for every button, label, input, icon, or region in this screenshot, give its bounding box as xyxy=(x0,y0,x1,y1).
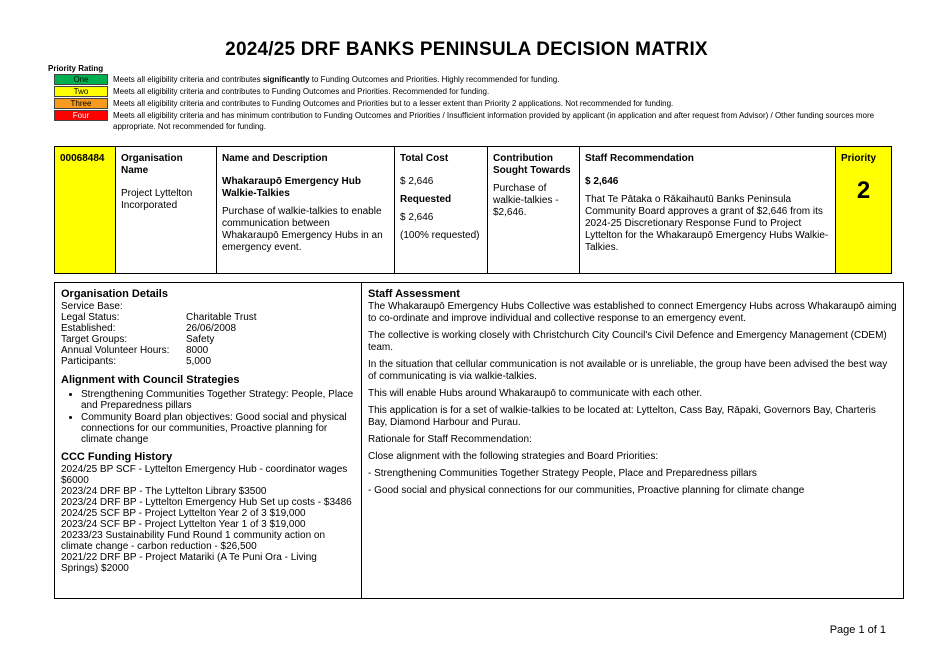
service-base-label: Service Base: xyxy=(61,301,123,312)
name-description-header: Name and Description xyxy=(222,153,328,164)
details-table xyxy=(54,282,904,599)
org-detail-row: Annual Volunteer Hours: 8000 xyxy=(61,345,209,356)
list-item: • Community Board plan objectives: Good social and physical connections for our communities, Proactive planning for climate change xyxy=(81,412,355,445)
list-item: • Strengthening Communities Together Strategy: People, Place and Preparedness pillars xyxy=(81,389,355,411)
requested-label: Requested xyxy=(400,194,452,205)
application-summary-table xyxy=(54,146,892,274)
project-description: Purchase of walkie-talkies to enable communication between Whakaraupō Emergency Hubs in an emergency event. xyxy=(222,206,383,253)
org-name: Project Lyttelton Incorporated xyxy=(121,188,193,211)
staff-recommendation-header: Staff Recommendation xyxy=(585,153,694,164)
org-detail-row: Participants: 5,000 xyxy=(61,356,212,367)
priority-value: 2 xyxy=(856,177,871,204)
legend-text-three: Meets all eligibility criteria and contributes to Funding Outcomes and Priorities but to a lesser extent than Priority 2 applications. Not recommended for funding. xyxy=(113,99,674,108)
organisation-panel xyxy=(55,283,362,598)
recommendation-text: That Te Pātaka o Rākaihautū Banks Peninsula Community Board approves a grant of $2,646 from its 2024-25 Discretionary Response Fund to Project Lyttelton for the Whakaraupō Emergency Hubs Walkie-Talkies. xyxy=(585,194,829,253)
legend-badge-one: One xyxy=(54,74,108,85)
contribution-cell xyxy=(488,147,580,273)
org-name-header: Organisation Name xyxy=(121,153,183,176)
application-id: 00068484 xyxy=(55,147,116,273)
staff-assessment-heading: Staff Assessment xyxy=(368,288,460,300)
legend-row-three xyxy=(54,98,884,109)
total-cost-value: $ 2,646 xyxy=(400,176,434,187)
recommendation-amount: $ 2,646 xyxy=(585,176,619,187)
assessment-paragraph: The collective is working closely with Christchurch City Council's Civil Defence and Emergency Management (CDEM) team. xyxy=(368,330,887,353)
list-item: 2024/25 SCF BP - Project Lyttelton Year 2 of 3 $19,000 xyxy=(61,508,306,519)
legend-row-two xyxy=(54,86,884,97)
alignment-heading: Alignment with Council Strategies xyxy=(61,374,240,386)
assessment-paragraph: Close alignment with the following strategies and Board Priorities: xyxy=(368,451,659,462)
legend-badge-three: Three xyxy=(54,98,108,109)
legend-row-one xyxy=(54,74,884,85)
list-item: 2023/24 DRF BP - The Lyttelton Library $3500 xyxy=(61,486,267,497)
priority-rating-label: Priority Rating xyxy=(48,64,104,73)
list-item: 2021/22 DRF BP - Project Matariki (A Te Puni Ora - Living Springs) $2000 xyxy=(61,552,317,574)
legend-text-one: Meets all eligibility criteria and contributes significantly to Funding Outcomes and Priorities. Highly recommended for funding. xyxy=(113,75,560,84)
funding-history-heading: CCC Funding History xyxy=(61,451,173,463)
org-detail-row: Established: 26/06/2008 xyxy=(61,323,237,334)
priority-legend xyxy=(54,74,884,133)
priority-header: Priority xyxy=(841,153,877,164)
staff-recommendation-cell xyxy=(580,147,836,273)
contribution-header: Contribution Sought Towards xyxy=(493,153,571,176)
project-title: Whakaraupō Emergency Hub Walkie-Talkies xyxy=(222,176,361,199)
assessment-paragraph: - Good social and physical connections for our communities, Proactive planning for climate change xyxy=(368,485,805,496)
legend-row-four xyxy=(54,110,884,132)
assessment-paragraph: In the situation that cellular communication is not available or is unreliable, the group have been advised the best way of communicating is via walkie-talkies. xyxy=(368,359,888,382)
name-description-cell xyxy=(217,147,395,273)
org-detail-row: Legal Status: Charitable Trust xyxy=(61,312,257,323)
list-item: 2023/24 DRF BP - Lyttelton Emergency Hub Set up costs - $3486 xyxy=(61,497,352,508)
alignment-list xyxy=(61,389,355,445)
legend-badge-two: Two xyxy=(54,86,108,97)
total-cost-cell xyxy=(395,147,488,273)
page-title: 2024/25 DRF BANKS PENINSULA DECISION MATRIX xyxy=(225,39,708,60)
legend-badge-four: Four xyxy=(54,110,108,121)
total-cost-header: Total Cost xyxy=(400,153,449,164)
assessment-paragraph: - Strengthening Communities Together Strategy People, Place and Preparedness pillars xyxy=(368,468,757,479)
list-item: 2023/24 SCF BP - Project Lyttelton Year 1 of 3 $19,000 xyxy=(61,519,306,530)
assessment-paragraph: This will enable Hubs around Whakaraupō to communicate with each other. xyxy=(368,388,703,399)
org-details-heading: Organisation Details xyxy=(61,288,168,300)
list-item: 2024/25 BP SCF - Lyttelton Emergency Hub - coordinator wages $6000 xyxy=(61,464,348,486)
requested-percent: (100% requested) xyxy=(400,230,480,241)
assessment-paragraph: Rationale for Staff Recommendation: xyxy=(368,434,532,445)
contribution-text: Purchase of walkie-talkies - $2,646. xyxy=(493,183,559,218)
organisation-cell xyxy=(116,147,217,273)
org-detail-row: Target Groups: Safety xyxy=(61,334,215,345)
assessment-paragraph: This application is for a set of walkie-talkies to be located at: Lyttelton, Cass Bay, Rāpaki, Governors Bay, Charteris Bay, Diamond Harbour and Purau. xyxy=(368,405,876,428)
legend-text-four: Meets all eligibility criteria and has minimum contribution to Funding Outcomes and Priorities / Insufficient information provided by applicant (in application and after request from Advisor) / Other funding sources more appropriate. Not recommended for funding. xyxy=(113,111,875,131)
page-number: Page 1 of 1 xyxy=(829,624,886,636)
staff-assessment-panel xyxy=(362,283,903,598)
assessment-paragraph: The Whakaraupō Emergency Hubs Collective was established to connect Emergency Hubs across Whakaraupō aiming to co-ordinate and improve individual and collective response to an emergency event. xyxy=(368,301,897,324)
list-item: 20233/23 Sustainability Fund Round 1 community action on climate change - carbon reduction - $26,500 xyxy=(61,530,326,552)
legend-text-two: Meets all eligibility criteria and contributes to Funding Outcomes and Priorities. Recommended for funding. xyxy=(113,87,490,96)
funding-history-list xyxy=(61,464,355,574)
priority-cell xyxy=(836,147,891,273)
requested-amount: $ 2,646 xyxy=(400,212,434,223)
